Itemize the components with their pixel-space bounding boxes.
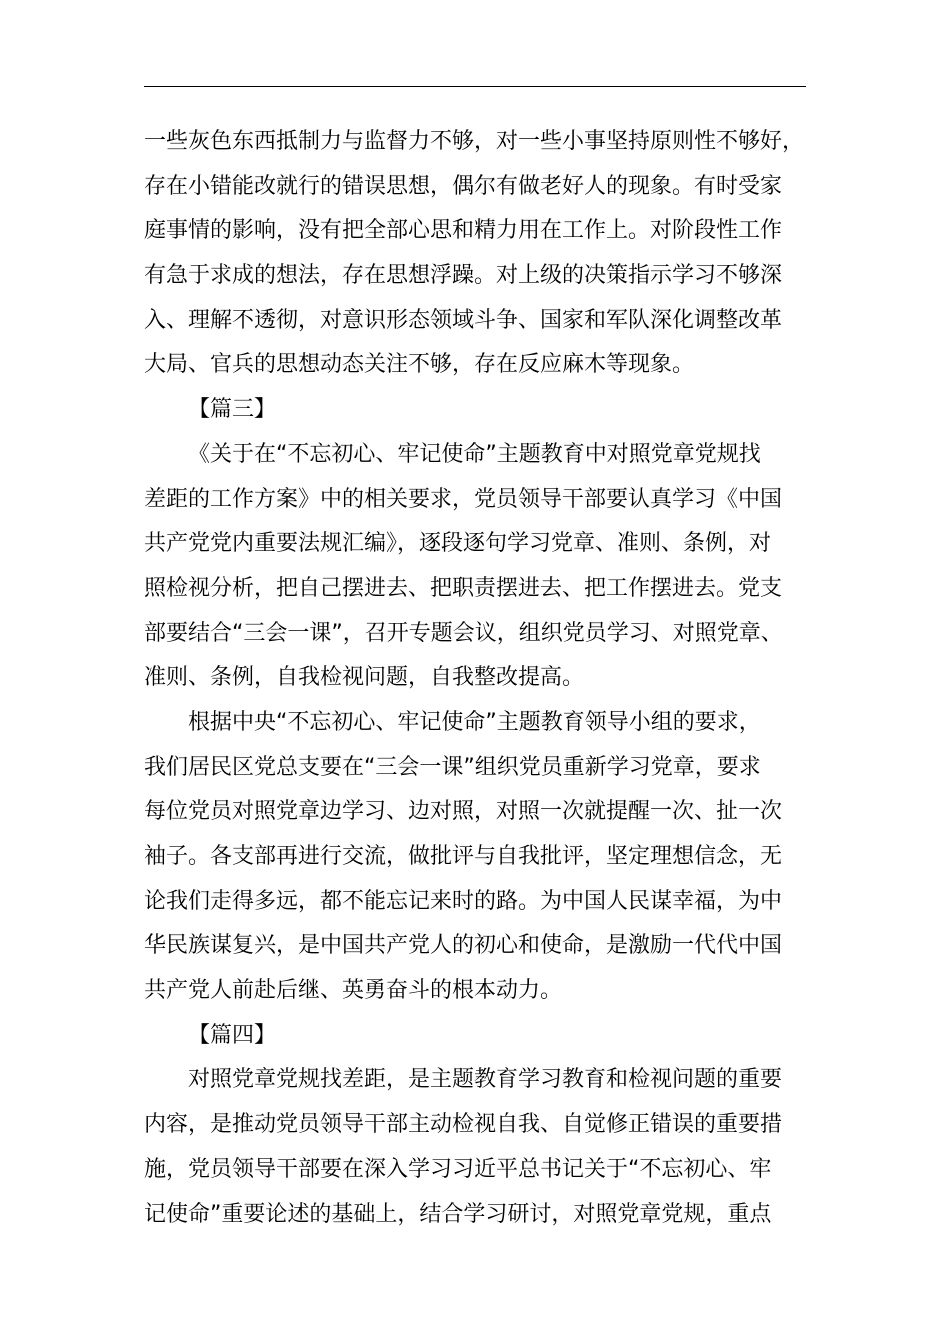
text-line: 准则、条例，自我检视问题，自我整改提高。: [144, 665, 585, 691]
text-line: 一些灰色东西抵制力与监督力不够，对一些小事坚持原则性不够好，: [144, 129, 805, 154]
text-line: 我们居民区党总支要在“三会一课”组织党员重新学习党章，要求: [144, 754, 761, 780]
header-rule: [144, 86, 806, 87]
paragraph-start: 对照党章党规找差距，是主题教育学习教育和检视问题的重要: [188, 1067, 783, 1093]
text-line: 共产党党内重要法规汇编》，逐段逐句学习党章、准则、条例，对: [144, 531, 772, 557]
document-body: [144, 120, 806, 1237]
text-line: 差距的工作方案》中的相关要求，党员领导干部要认真学习《中国: [144, 486, 783, 512]
text-line: 每位党员对照党章边学习、边对照，对照一次就提醒一次、扯一次: [144, 799, 783, 825]
text-line: 大局、官兵的思想动态关注不够，存在反应麻木等现象。: [144, 352, 695, 378]
text-line: 有急于求成的想法，存在思想浮躁。对上级的决策指示学习不够深: [144, 263, 783, 289]
text-line: 庭事情的影响，没有把全部心思和精力用在工作上。对阶段性工作: [144, 218, 783, 244]
text-line: 记使命”重要论述的基础上，结合学习研讨，对照党章党规，重点: [144, 1201, 772, 1227]
text-line: 内容，是推动党员领导干部主动检视自我、自觉修正错误的重要措: [144, 1112, 783, 1138]
paragraph-start: 《关于在“不忘初心、牢记使命”主题教育中对照党章党规找: [188, 441, 761, 467]
text-line: 入、理解不透彻，对意识形态领域斗争、国家和军队深化调整改革: [144, 307, 783, 333]
section-heading-3: 【篇三】: [188, 397, 277, 423]
text-line: 华民族谋复兴，是中国共产党人的初心和使命，是激励一代代中国: [144, 933, 783, 959]
text-line: 施，党员领导干部要在深入学习习近平总书记关于“不忘初心、牢: [144, 1156, 772, 1182]
text-line: 照检视分析，把自己摆进去、把职责摆进去、把工作摆进去。党支: [144, 575, 783, 601]
text-line: 共产党人前赴后继、英勇奋斗的根本动力。: [144, 978, 563, 1004]
text-line: 部要结合“三会一课”，召开专题会议，组织党员学习、对照党章、: [144, 620, 783, 646]
text-line: 袖子。各支部再进行交流，做批评与自我批评，坚定理想信念，无: [144, 844, 783, 869]
text-line: 存在小错能改就行的错误思想，偶尔有做老好人的现象。有时受家: [144, 173, 783, 199]
text-line: 论我们走得多远，都不能忘记来时的路。为中国人民谋幸福，为中: [144, 888, 783, 914]
paragraph-start: 根据中央“不忘初心、牢记使命”主题教育领导小组的要求，: [188, 709, 761, 735]
section-heading-4: 【篇四】: [188, 1022, 277, 1048]
